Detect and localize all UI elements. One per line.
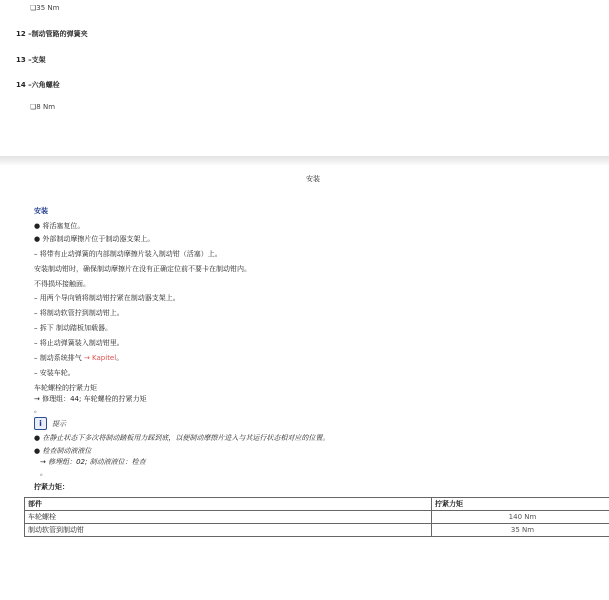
checkbox-icon: ❏ [30, 103, 37, 111]
torque-value-8: ❏8 Nm [30, 103, 56, 111]
step-line: ● 将活塞复位。 [34, 222, 85, 230]
part-cell: 车轮螺栓 [25, 511, 432, 524]
table-row [25, 524, 609, 537]
hint-dot: 。 [40, 469, 47, 477]
bleed-step [34, 353, 123, 363]
torque-label: 车轮螺栓的拧紧力矩 [34, 384, 97, 392]
note-line: 不得损坏接触面。 [34, 280, 90, 288]
page-separator [0, 156, 609, 166]
kapitel-link[interactable]: → Kapitel [83, 354, 117, 362]
table-header-row [25, 498, 609, 511]
col-part-header: 部件 [25, 498, 432, 511]
step-line: – 安装车轮。 [34, 369, 75, 377]
item-14: 14 –六角螺栓 [16, 81, 60, 89]
part-cell: 制动软管到制动钳 [25, 524, 432, 537]
note-line: 安装制动钳时，确保制动摩擦片在没有正确定位前不要卡在制动钳内。 [34, 265, 251, 273]
step-line: – 将止动弹簧装入制动钳里。 [34, 339, 124, 347]
step-line: – 将带有止动弹簧的内部制动摩擦片装入制动钳（活塞）上。 [34, 250, 222, 258]
col-torque-header: 拧紧力矩 [432, 498, 609, 511]
item-13: 13 –支架 [16, 56, 46, 64]
info-icon: i [34, 417, 47, 430]
bleed-text: – 制动系统排气 [34, 354, 84, 362]
step-line: – 将制动软管拧到制动钳上。 [34, 309, 124, 317]
step-line: – 拆下 制动踏板加载器。 [34, 324, 112, 332]
checkbox-icon: ❏ [30, 4, 37, 12]
table-row [25, 511, 609, 524]
dot: 。 [34, 406, 41, 414]
item-12: 12 –制动管路的弹簧夹 [16, 30, 88, 38]
hint-line: ● 在静止状态下多次将制动踏板用力踩到底，以便制动摩擦片进入与其运行状态相对应的位置。 [34, 434, 330, 442]
torque-cell: 35 Nm [432, 524, 609, 537]
install-heading: 安装 [34, 207, 48, 215]
torque-heading: 拧紧力矩： [34, 483, 69, 491]
hint-ref-link[interactable]: → 修理组：02; 制动液液位：检查 [40, 458, 146, 466]
hint-line: ● 检查制动液液位 [34, 447, 92, 455]
section-center-title: 安装 [306, 175, 320, 183]
hint-title: 提示 [52, 420, 66, 428]
step-line: – 用两个导向销将制动钳拧紧在制动器支架上。 [34, 294, 180, 302]
torque-ref-link[interactable]: → 修理组：44; 车轮螺栓的拧紧力矩 [34, 395, 147, 403]
bleed-end: 。 [116, 354, 124, 362]
torque-cell: 140 Nm [432, 511, 609, 524]
torque-value-35: ❏35 Nm [30, 4, 60, 12]
torque-table [24, 497, 609, 537]
step-line: ● 外部制动摩擦片位于制动器支架上。 [34, 235, 155, 243]
